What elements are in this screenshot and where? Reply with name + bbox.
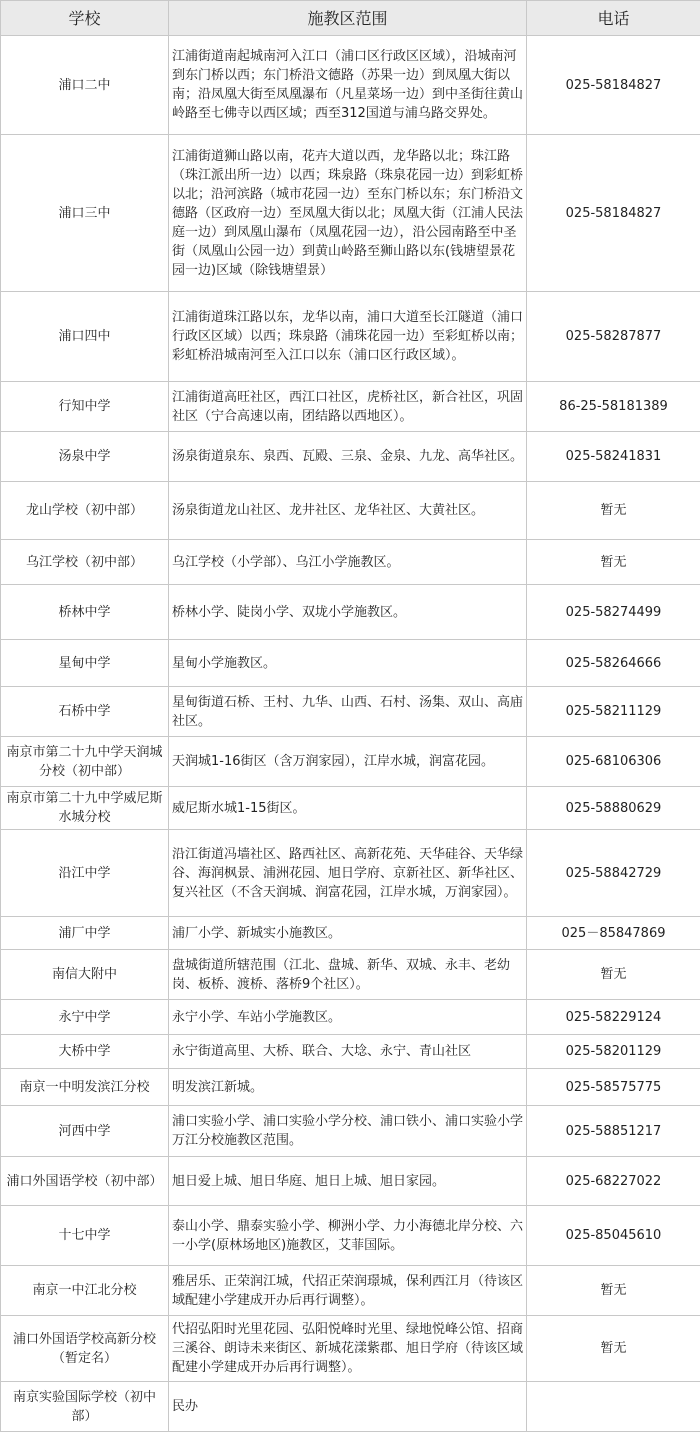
school-name: 星甸中学: [1, 640, 169, 687]
phone-number: 025-58851217: [527, 1106, 700, 1157]
phone-number: 025-58184827: [527, 135, 700, 292]
school-name: 南信大附中: [1, 950, 169, 1000]
phone-number: 025-58264666: [527, 640, 700, 687]
district-area: 江浦街道南起城南河入江口（浦口区行政区区域），沿城南河到东门桥以西；东门桥沿文德路（苏果一边）到凤凰大街以南；沿凤凰大街至凤凰瀑布（凡星菜场一边）到中圣街往黄山岭路至七佛寺以西区域；西至312国道与浦乌路交界处。: [169, 36, 527, 135]
phone-number: 025－85847869: [527, 917, 700, 950]
district-area: 旭日爱上城、旭日华庭、旭日上城、旭日家园。: [169, 1157, 527, 1206]
phone-number: 025-58880629: [527, 787, 700, 830]
school-name: 浦厂中学: [1, 917, 169, 950]
school-name: 河西中学: [1, 1106, 169, 1157]
table-row: [1, 1035, 700, 1069]
table-row: [1, 36, 700, 135]
district-area: 汤泉街道龙山社区、龙井社区、龙华社区、大黄社区。: [169, 482, 527, 540]
school-name: 十七中学: [1, 1206, 169, 1266]
table-row: [1, 1382, 700, 1432]
school-name: 浦口四中: [1, 292, 169, 382]
district-area: 浦口实验小学、浦口实验小学分校、浦口铁小、浦口实验小学万江分校施教区范围。: [169, 1106, 527, 1157]
district-area: 江浦街道珠江路以东，龙华以南，浦口大道至长江隧道（浦口行政区区域）以西；珠泉路（浦珠花园一边）至彩虹桥以南；彩虹桥沿城南河至入江口以东（浦口区行政区域）。: [169, 292, 527, 382]
phone-number: 暂无: [527, 1266, 700, 1316]
phone-number: 025-58201129: [527, 1035, 700, 1069]
table-row: [1, 787, 700, 830]
table-row: [1, 1206, 700, 1266]
school-name: 南京市第二十九中学威尼斯水城分校: [1, 787, 169, 830]
school-name: 南京实验国际学校（初中部）: [1, 1382, 169, 1432]
district-area: 沿江街道冯墙社区、路西社区、高新花苑、天华硅谷、天华绿谷、海润枫景、浦洲花园、旭日学府、京新社区、新华社区、复兴社区（不含天润城、润富花园，江岸水城，万润家园）。: [169, 830, 527, 917]
school-name: 南京市第二十九中学天润城分校（初中部）: [1, 737, 169, 787]
table-row: [1, 917, 700, 950]
district-area: 明发滨江新城。: [169, 1069, 527, 1106]
phone-number: 暂无: [527, 1316, 700, 1382]
table-row: [1, 1316, 700, 1382]
district-area: 星甸街道石桥、王村、九华、山西、石村、汤集、双山、高庙社区。: [169, 687, 527, 737]
phone-number: 025-85045610: [527, 1206, 700, 1266]
table-row: [1, 1106, 700, 1157]
district-area: 泰山小学、鼎泰实验小学、柳洲小学、力小海德北岸分校、六一小学(原林场地区)施教区，艾菲国际。: [169, 1206, 527, 1266]
phone-number: 025-58287877: [527, 292, 700, 382]
table-row: [1, 382, 700, 432]
school-name: 浦口外国语学校（初中部）: [1, 1157, 169, 1206]
table-row: [1, 687, 700, 737]
table-row: [1, 135, 700, 292]
table-row: [1, 950, 700, 1000]
district-area: 代招弘阳时光里花园、弘阳悦峰时光里、绿地悦峰公馆、招商三溪谷、朗诗未来街区、新城花漾紫郡、旭日学府（待该区域配建小学建成开办后再行调整）。: [169, 1316, 527, 1382]
table-row: [1, 1157, 700, 1206]
district-area: 乌江学校（小学部）、乌江小学施教区。: [169, 540, 527, 585]
district-area: 汤泉街道泉东、泉西、瓦殿、三泉、金泉、九龙、高华社区。: [169, 432, 527, 482]
table-row: [1, 482, 700, 540]
table-row: [1, 1266, 700, 1316]
table-row: [1, 585, 700, 640]
phone-number: 025-58274499: [527, 585, 700, 640]
header-area: 施教区范围: [169, 1, 527, 36]
phone-number: 025-58184827: [527, 36, 700, 135]
school-name: 南京一中明发滨江分校: [1, 1069, 169, 1106]
table-row: [1, 737, 700, 787]
table-row: [1, 432, 700, 482]
table-row: [1, 540, 700, 585]
district-area: 雅居乐、正荣润江城，代招正荣润璟城，保利西江月（待该区域配建小学建成开办后再行调整）。: [169, 1266, 527, 1316]
school-name: 桥林中学: [1, 585, 169, 640]
table-row: [1, 830, 700, 917]
district-area: 永宁街道高里、大桥、联合、大埝、永宁、青山社区: [169, 1035, 527, 1069]
table-row: [1, 292, 700, 382]
school-name: 浦口外国语学校高新分校（暂定名）: [1, 1316, 169, 1382]
school-name: 龙山学校（初中部）: [1, 482, 169, 540]
district-area: 浦厂小学、新城实小施教区。: [169, 917, 527, 950]
school-name: 汤泉中学: [1, 432, 169, 482]
school-name: 浦口二中: [1, 36, 169, 135]
district-area: 永宁小学、车站小学施教区。: [169, 1000, 527, 1035]
school-name: 行知中学: [1, 382, 169, 432]
school-name: 南京一中江北分校: [1, 1266, 169, 1316]
header-school: 学校: [1, 1, 169, 36]
phone-number: 025-68106306: [527, 737, 700, 787]
district-area: 江浦街道高旺社区，西江口社区，虎桥社区，新合社区，巩固社区（宁合高速以南，团结路以西地区）。: [169, 382, 527, 432]
district-area: 民办: [169, 1382, 527, 1432]
school-name: 大桥中学: [1, 1035, 169, 1069]
phone-number: 暂无: [527, 540, 700, 585]
district-area: 桥林小学、陡岗小学、双垅小学施教区。: [169, 585, 527, 640]
district-area: 威尼斯水城1-15街区。: [169, 787, 527, 830]
table-row: [1, 1000, 700, 1035]
table-header-row: [1, 1, 700, 36]
district-area: 天润城1-16街区（含万润家园），江岸水城，润富花园。: [169, 737, 527, 787]
header-phone: 电话: [527, 1, 700, 36]
district-area: 江浦街道狮山路以南，花卉大道以西，龙华路以北；珠江路（珠江派出所一边）以西；珠泉路（珠泉花园一边）到彩虹桥以北；沿河滨路（城市花园一边）至东门桥以东；东门桥沿文德路（区政府一边）至凤凰大街以北；凤凰大街（江浦人民法庭一边）到凤凰山瀑布（凤凰花园一边），沿公园南路至中圣街（凤凰山公园一边）到黄山岭路至狮山路以东(钱塘望景花园一边)区域（除钱塘望景）: [169, 135, 527, 292]
phone-number: 暂无: [527, 482, 700, 540]
phone-number: 025-58842729: [527, 830, 700, 917]
table-row: [1, 640, 700, 687]
school-name: 浦口三中: [1, 135, 169, 292]
phone-number: 暂无: [527, 950, 700, 1000]
phone-number: 025-68227022: [527, 1157, 700, 1206]
district-area: 星甸小学施教区。: [169, 640, 527, 687]
phone-number: 86-25-58181389: [527, 382, 700, 432]
district-area: 盘城街道所辖范围（江北、盘城、新华、双城、永丰、老幼岗、板桥、渡桥、落桥9个社区）。: [169, 950, 527, 1000]
phone-number: 025-58229124: [527, 1000, 700, 1035]
school-name: 永宁中学: [1, 1000, 169, 1035]
school-name: 石桥中学: [1, 687, 169, 737]
table-row: [1, 1069, 700, 1106]
phone-number: 025-58575775: [527, 1069, 700, 1106]
phone-number: 025-58241831: [527, 432, 700, 482]
phone-number: 025-58211129: [527, 687, 700, 737]
school-name: 乌江学校（初中部）: [1, 540, 169, 585]
school-name: 沿江中学: [1, 830, 169, 917]
phone-number: [527, 1382, 700, 1432]
